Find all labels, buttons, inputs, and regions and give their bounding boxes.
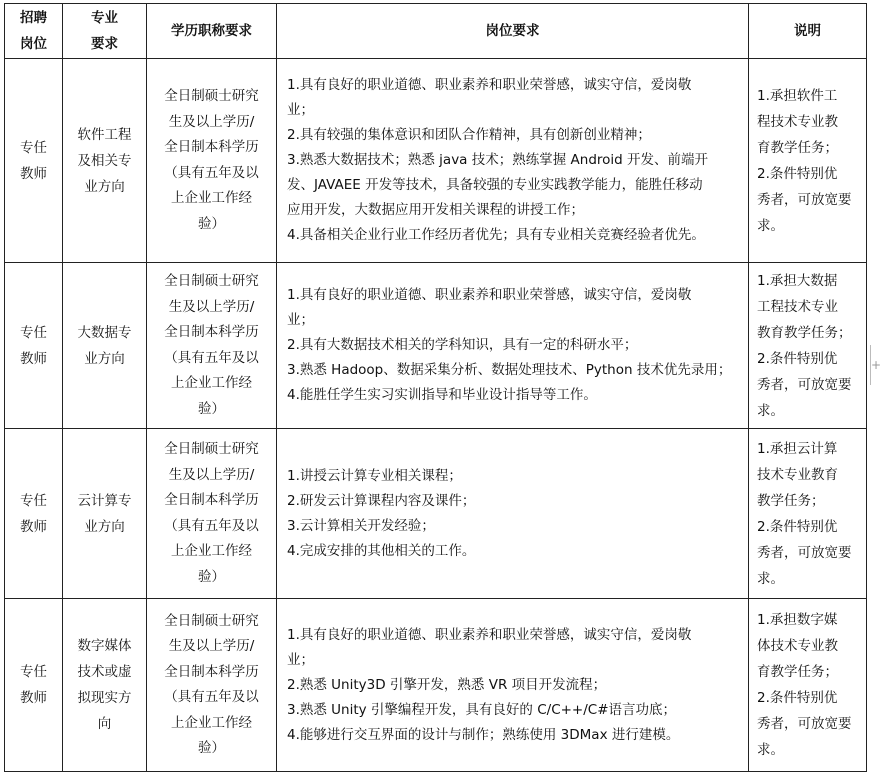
major-line: 业方向 [84,518,125,535]
requirements-line: 业； [287,651,314,668]
requirements-line: 1.具有良好的职业道德、职业素养和职业荣誉感，诚实守信，爱岗敬 [287,77,692,93]
notes-line: 教育教学任务； [757,324,852,341]
major-line: 业方向 [84,350,125,367]
notes-cell [749,429,867,599]
notes-line: 秀者，可放宽要 [757,191,852,208]
table-row [5,599,867,772]
table-row [5,263,867,429]
major-cell [63,599,147,772]
notes-line: 2.条件特别优 [757,518,838,535]
notes-line: 秀者，可放宽要 [757,376,852,393]
education-line: 全日制本科学历 [164,663,259,680]
requirements-line: 2.具有较强的集体意识和团队合作精神，具有创新创业精神； [287,127,651,143]
position-line: 专任 [20,139,47,156]
notes-line: 求。 [757,402,784,419]
position-line: 教师 [20,690,47,706]
major-line: 技术或虚 [77,664,132,680]
major-line: 业方向 [84,178,125,195]
notes-line: 秀者，可放宽要 [757,544,852,561]
recruitment-table [4,3,867,772]
notes-line: 2.条件特别优 [757,350,838,367]
education-line: 生及以上学历/ [168,298,255,315]
header-major: 专业 要求 [63,4,147,59]
major-cell [63,263,147,429]
major-line: 云计算专 [77,492,132,509]
requirements-cell [277,263,749,429]
notes-line: 教学任务； [757,492,825,509]
education-line: 验） [198,568,225,585]
notes-line: 秀者，可放宽要 [757,716,852,732]
education-line: 上企业工作经 [171,714,252,731]
notes-line: 求。 [757,742,784,758]
position-line: 专任 [20,324,47,341]
position-cell [5,599,63,772]
notes-cell [749,599,867,772]
education-line: 上企业工作经 [171,375,252,391]
education-cell [147,59,277,263]
notes-line: 1.承担软件工 [757,87,838,104]
position-line: 教师 [20,165,47,182]
position-line: 教师 [20,518,47,535]
requirements-line: 2.具有大数据技术相关的学科知识，具有一定的科研水平； [287,337,638,353]
notes-line: 1.承担云计算 [757,440,838,457]
education-line: 上企业工作经 [171,543,252,559]
requirements-line: 3.熟悉 Hadoop、数据采集分析、数据处理技术、Python 技术优先录用； [287,362,732,378]
requirements-line: 2.熟悉 Unity3D 引擎开发，熟悉 VR 项目开发流程； [287,676,607,693]
requirements-line: 业； [287,102,314,118]
major-line: 大数据专 [77,324,132,341]
requirements-line: 4.能够进行交互界面的设计与制作；熟练使用 3DMax 进行建模。 [287,726,680,743]
requirements-line: 1.讲授云计算专业相关课程； [287,467,462,484]
education-line: （具有五年及以 [164,164,259,181]
notes-line: 求。 [757,217,784,234]
education-cell [147,599,277,772]
notes-line: 育教学任务； [757,139,838,156]
position-cell [5,429,63,599]
education-line: 全日制本科学历 [164,324,259,340]
notes-line: 体技术专业教 [757,638,838,654]
education-line: 生及以上学历/ [168,638,255,654]
requirements-line: 发、JAVAEE 开发等技术，具备较强的专业实践教学能力，能胜任移动 [287,177,703,193]
education-line: （具有五年及以 [164,349,259,366]
education-line: 全日制本科学历 [164,492,259,508]
notes-line: 程技术专业教 [757,113,838,130]
notes-line: 2.条件特别优 [757,165,838,182]
education-line: 全日制硕士研究 [164,441,259,457]
requirements-line: 2.研发云计算课程内容及课件； [287,492,476,509]
position-line: 专任 [20,492,47,509]
major-cell [63,429,147,599]
major-line: 拟现实方 [77,690,132,706]
notes-line: 1.承担大数据 [757,272,838,289]
requirements-line: 3.熟悉大数据技术；熟悉 java 技术；熟练掌握 Android 开发、前端开 [287,152,709,168]
education-line: （具有五年及以 [164,689,259,705]
requirements-line: 4.完成安排的其他相关的工作。 [287,542,476,559]
notes-line: 1.承担数字媒 [757,612,838,628]
header-position: 招聘 岗位 [5,4,63,59]
major-line: 软件工程 [77,126,132,143]
notes-line: 育教学任务； [757,664,838,680]
header-requirements: 岗位要求 [277,4,749,59]
header-row [5,4,867,59]
table-row [5,429,867,599]
education-line: 全日制硕士研究 [164,612,259,629]
education-line: （具有五年及以 [164,517,259,534]
major-line: 数字媒体 [77,638,132,654]
education-line: 全日制硕士研究 [164,88,259,104]
table-body [5,59,867,772]
position-line: 专任 [20,664,47,680]
education-line: 验） [198,215,225,232]
education-line: 验） [198,740,225,756]
requirements-line: 3.熟悉 Unity 引擎编程开发，具有良好的 C/C++/C#语言功底； [287,701,677,718]
position-cell [5,59,63,263]
notes-line: 工程技术专业 [757,298,838,315]
requirements-cell [277,429,749,599]
requirements-line: 1.具有良好的职业道德、职业素养和职业荣誉感，诚实守信，爱岗敬 [287,626,692,643]
requirements-line: 4.能胜任学生实习实训指导和毕业设计指导等工作。 [287,387,597,403]
position-line: 教师 [20,350,47,367]
header-notes: 说明 [749,4,867,59]
notes-line: 技术专业教育 [757,466,838,483]
major-cell [63,59,147,263]
requirements-line: 1.具有良好的职业道德、职业素养和职业荣誉感，诚实守信，爱岗敬 [287,287,692,303]
major-line: 及相关专 [77,152,132,169]
notes-line: 求。 [757,570,784,587]
education-line: 全日制硕士研究 [164,273,259,289]
position-cell [5,263,63,429]
education-line: 验） [198,400,225,417]
table-row [5,59,867,263]
requirements-line: 业； [287,312,314,328]
education-cell [147,429,277,599]
education-line: 生及以上学历/ [168,466,255,483]
side-scroll-handle[interactable]: + [870,345,879,385]
education-line: 上企业工作经 [171,190,252,206]
requirements-cell [277,59,749,263]
requirements-line: 3.云计算相关开发经验； [287,517,435,534]
notes-cell [749,263,867,429]
notes-cell [749,59,867,263]
requirements-cell [277,599,749,772]
major-line: 向 [97,716,112,732]
notes-line: 2.条件特别优 [757,690,838,706]
requirements-line: 应用开发，大数据应用开发相关课程的讲授工作； [287,202,584,218]
requirements-line: 4.具备相关企业行业工作经历者优先；具有专业相关竞赛经验者优先。 [287,227,705,243]
education-line: 全日制本科学历 [164,139,259,155]
education-cell [147,263,277,429]
header-education: 学历职称要求 [147,4,277,59]
education-line: 生及以上学历/ [168,113,255,130]
